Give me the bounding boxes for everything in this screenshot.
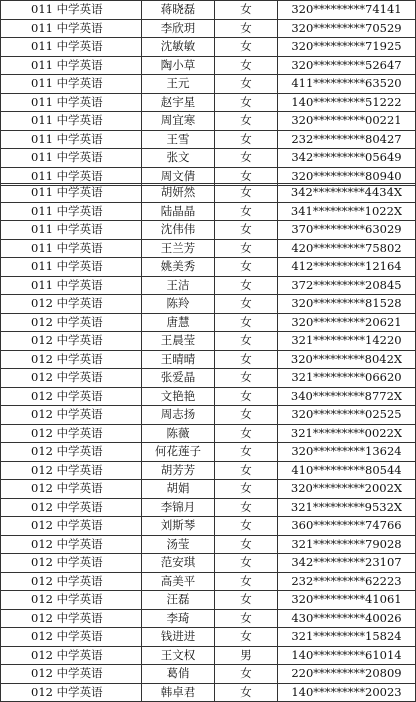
- name-cell: 张爱晶: [142, 369, 215, 388]
- course-cell: 011 中学英语: [1, 93, 142, 112]
- id-number-cell: 321*********0022X: [278, 424, 416, 443]
- table-body-lower: [1, 184, 416, 702]
- gender-cell: 女: [215, 683, 278, 702]
- table-row: [1, 387, 416, 406]
- course-cell: 012 中学英语: [1, 554, 142, 573]
- id-number-cell: 140*********51222: [278, 93, 416, 112]
- id-number-cell: 140*********20023: [278, 683, 416, 702]
- name-cell: 胡娟: [142, 480, 215, 499]
- name-cell: 高美平: [142, 572, 215, 591]
- gender-cell: 女: [215, 38, 278, 57]
- name-cell: 刘斯琴: [142, 517, 215, 536]
- course-cell: 012 中学英语: [1, 517, 142, 536]
- name-cell: 姚美秀: [142, 258, 215, 277]
- table-block-lower: [0, 183, 416, 702]
- gender-cell: 女: [215, 387, 278, 406]
- name-cell: 何花莲子: [142, 443, 215, 462]
- table-row: [1, 480, 416, 499]
- course-cell: 012 中学英语: [1, 443, 142, 462]
- course-cell: 011 中学英语: [1, 130, 142, 149]
- id-number-cell: 410*********80544: [278, 461, 416, 480]
- table-block-upper: [0, 0, 416, 186]
- table-row: [1, 239, 416, 258]
- course-cell: 012 中学英语: [1, 387, 142, 406]
- table-row: [1, 38, 416, 57]
- gender-cell: 女: [215, 75, 278, 94]
- course-cell: 011 中学英语: [1, 258, 142, 277]
- table-row: [1, 591, 416, 610]
- name-cell: 胡妍然: [142, 184, 215, 203]
- gender-cell: 女: [215, 239, 278, 258]
- id-number-cell: 232*********62223: [278, 572, 416, 591]
- name-cell: 韩卓君: [142, 683, 215, 702]
- course-cell: 012 中学英语: [1, 350, 142, 369]
- table-row: [1, 1, 416, 20]
- name-cell: 周志扬: [142, 406, 215, 425]
- table-row: [1, 424, 416, 443]
- id-number-cell: 411*********63520: [278, 75, 416, 94]
- name-cell: 陈羚: [142, 295, 215, 314]
- id-number-cell: 321*********9532X: [278, 498, 416, 517]
- name-cell: 沈伟伟: [142, 221, 215, 240]
- id-number-cell: 370*********63029: [278, 221, 416, 240]
- name-cell: 王文权: [142, 646, 215, 665]
- table-row: [1, 221, 416, 240]
- id-number-cell: 320*********80940: [278, 167, 416, 186]
- id-number-cell: 340*********8772X: [278, 387, 416, 406]
- gender-cell: 女: [215, 665, 278, 684]
- gender-cell: 女: [215, 517, 278, 536]
- name-cell: 王兰芳: [142, 239, 215, 258]
- id-number-cell: 320*********13624: [278, 443, 416, 462]
- course-cell: 011 中学英语: [1, 19, 142, 38]
- course-cell: 011 中学英语: [1, 149, 142, 168]
- id-number-cell: 321*********06620: [278, 369, 416, 388]
- id-number-cell: 420*********75802: [278, 239, 416, 258]
- gender-cell: 女: [215, 221, 278, 240]
- gender-cell: 女: [215, 167, 278, 186]
- gender-cell: 女: [215, 424, 278, 443]
- course-cell: 011 中学英语: [1, 202, 142, 221]
- name-cell: 陆晶晶: [142, 202, 215, 221]
- gender-cell: 女: [215, 1, 278, 20]
- gender-cell: 女: [215, 56, 278, 75]
- gender-cell: 女: [215, 19, 278, 38]
- gender-cell: 女: [215, 406, 278, 425]
- gender-cell: 女: [215, 554, 278, 573]
- table-row: [1, 112, 416, 131]
- table-row: [1, 350, 416, 369]
- table-row: [1, 184, 416, 203]
- course-cell: 011 中学英语: [1, 276, 142, 295]
- name-cell: 蒋晓磊: [142, 1, 215, 20]
- id-number-cell: 320*********52647: [278, 56, 416, 75]
- candidate-table-upper: [0, 0, 416, 186]
- table-row: [1, 406, 416, 425]
- id-number-cell: 321*********79028: [278, 535, 416, 554]
- table-row: [1, 56, 416, 75]
- id-number-cell: 320*********2002X: [278, 480, 416, 499]
- table-body-upper: [1, 1, 416, 186]
- course-cell: 011 中学英语: [1, 38, 142, 57]
- table-row: [1, 130, 416, 149]
- table-row: [1, 683, 416, 702]
- id-number-cell: 320*********20621: [278, 313, 416, 332]
- id-number-cell: 320*********8042X: [278, 350, 416, 369]
- name-cell: 葛俏: [142, 665, 215, 684]
- name-cell: 汤莹: [142, 535, 215, 554]
- gender-cell: 女: [215, 93, 278, 112]
- course-cell: 011 中学英语: [1, 75, 142, 94]
- table-row: [1, 332, 416, 351]
- gender-cell: 女: [215, 184, 278, 203]
- gender-cell: 女: [215, 313, 278, 332]
- course-cell: 012 中学英语: [1, 480, 142, 499]
- id-number-cell: 321*********14220: [278, 332, 416, 351]
- table-row: [1, 554, 416, 573]
- gender-cell: 男: [215, 646, 278, 665]
- name-cell: 王晴晴: [142, 350, 215, 369]
- id-number-cell: 342*********23107: [278, 554, 416, 573]
- id-number-cell: 372*********20845: [278, 276, 416, 295]
- course-cell: 011 中学英语: [1, 1, 142, 20]
- name-cell: 李欣玥: [142, 19, 215, 38]
- name-cell: 王洁: [142, 276, 215, 295]
- id-number-cell: 430*********40026: [278, 609, 416, 628]
- id-number-cell: 232*********80427: [278, 130, 416, 149]
- gender-cell: 女: [215, 443, 278, 462]
- table-row: [1, 369, 416, 388]
- course-cell: 011 中学英语: [1, 112, 142, 131]
- gender-cell: 女: [215, 572, 278, 591]
- name-cell: 王雪: [142, 130, 215, 149]
- gender-cell: 女: [215, 202, 278, 221]
- table-row: [1, 443, 416, 462]
- gender-cell: 女: [215, 628, 278, 647]
- gender-cell: 女: [215, 591, 278, 610]
- table-row: [1, 313, 416, 332]
- course-cell: 012 中学英语: [1, 406, 142, 425]
- table-row: [1, 295, 416, 314]
- table-row: [1, 258, 416, 277]
- course-cell: 012 中学英语: [1, 665, 142, 684]
- id-number-cell: 360*********74766: [278, 517, 416, 536]
- course-cell: 011 中学英语: [1, 221, 142, 240]
- table-row: [1, 535, 416, 554]
- course-cell: 012 中学英语: [1, 535, 142, 554]
- course-cell: 012 中学英语: [1, 498, 142, 517]
- name-cell: 汪磊: [142, 591, 215, 610]
- name-cell: 唐慧: [142, 313, 215, 332]
- course-cell: 012 中学英语: [1, 683, 142, 702]
- course-cell: 012 中学英语: [1, 646, 142, 665]
- name-cell: 沈敏敏: [142, 38, 215, 57]
- course-cell: 012 中学英语: [1, 609, 142, 628]
- name-cell: 陶小草: [142, 56, 215, 75]
- table-row: [1, 202, 416, 221]
- table-row: [1, 646, 416, 665]
- gender-cell: 女: [215, 149, 278, 168]
- course-cell: 012 中学英语: [1, 572, 142, 591]
- course-cell: 012 中学英语: [1, 369, 142, 388]
- candidate-table-lower: [0, 183, 416, 702]
- name-cell: 李琦: [142, 609, 215, 628]
- gender-cell: 女: [215, 112, 278, 131]
- gender-cell: 女: [215, 350, 278, 369]
- table-row: [1, 517, 416, 536]
- course-cell: 012 中学英语: [1, 295, 142, 314]
- name-cell: 赵宇星: [142, 93, 215, 112]
- gender-cell: 女: [215, 276, 278, 295]
- table-row: [1, 609, 416, 628]
- course-cell: 011 中学英语: [1, 167, 142, 186]
- id-number-cell: 320*********02525: [278, 406, 416, 425]
- table-row: [1, 75, 416, 94]
- course-cell: 011 中学英语: [1, 239, 142, 258]
- table-row: [1, 19, 416, 38]
- name-cell: 李锦月: [142, 498, 215, 517]
- table-row: [1, 628, 416, 647]
- id-number-cell: 412*********12164: [278, 258, 416, 277]
- name-cell: 陈薇: [142, 424, 215, 443]
- table-row: [1, 93, 416, 112]
- id-number-cell: 140*********61014: [278, 646, 416, 665]
- table-row: [1, 461, 416, 480]
- id-number-cell: 342*********05649: [278, 149, 416, 168]
- gender-cell: 女: [215, 498, 278, 517]
- id-number-cell: 320*********00221: [278, 112, 416, 131]
- course-cell: 012 中学英语: [1, 332, 142, 351]
- id-number-cell: 320*********74141: [278, 1, 416, 20]
- id-number-cell: 341*********1022X: [278, 202, 416, 221]
- course-cell: 012 中学英语: [1, 313, 142, 332]
- table-row: [1, 665, 416, 684]
- gender-cell: 女: [215, 332, 278, 351]
- id-number-cell: 320*********81528: [278, 295, 416, 314]
- name-cell: 文艳艳: [142, 387, 215, 406]
- table-row: [1, 498, 416, 517]
- table-row: [1, 276, 416, 295]
- id-number-cell: 342*********4434X: [278, 184, 416, 203]
- gender-cell: 女: [215, 369, 278, 388]
- id-number-cell: 320*********71925: [278, 38, 416, 57]
- course-cell: 011 中学英语: [1, 184, 142, 203]
- id-number-cell: 321*********15824: [278, 628, 416, 647]
- table-row: [1, 572, 416, 591]
- gender-cell: 女: [215, 130, 278, 149]
- gender-cell: 女: [215, 295, 278, 314]
- name-cell: 王元: [142, 75, 215, 94]
- course-cell: 012 中学英语: [1, 591, 142, 610]
- gender-cell: 女: [215, 609, 278, 628]
- course-cell: 012 中学英语: [1, 628, 142, 647]
- gender-cell: 女: [215, 258, 278, 277]
- name-cell: 周文倩: [142, 167, 215, 186]
- name-cell: 王晨莹: [142, 332, 215, 351]
- course-cell: 011 中学英语: [1, 56, 142, 75]
- gender-cell: 女: [215, 535, 278, 554]
- course-cell: 012 中学英语: [1, 461, 142, 480]
- name-cell: 范安琪: [142, 554, 215, 573]
- table-row: [1, 149, 416, 168]
- name-cell: 胡芳芳: [142, 461, 215, 480]
- id-number-cell: 220*********20809: [278, 665, 416, 684]
- name-cell: 张文: [142, 149, 215, 168]
- gender-cell: 女: [215, 461, 278, 480]
- id-number-cell: 320*********70529: [278, 19, 416, 38]
- course-cell: 012 中学英语: [1, 424, 142, 443]
- id-number-cell: 320*********41061: [278, 591, 416, 610]
- name-cell: 钱进进: [142, 628, 215, 647]
- gender-cell: 女: [215, 480, 278, 499]
- name-cell: 周宜寒: [142, 112, 215, 131]
